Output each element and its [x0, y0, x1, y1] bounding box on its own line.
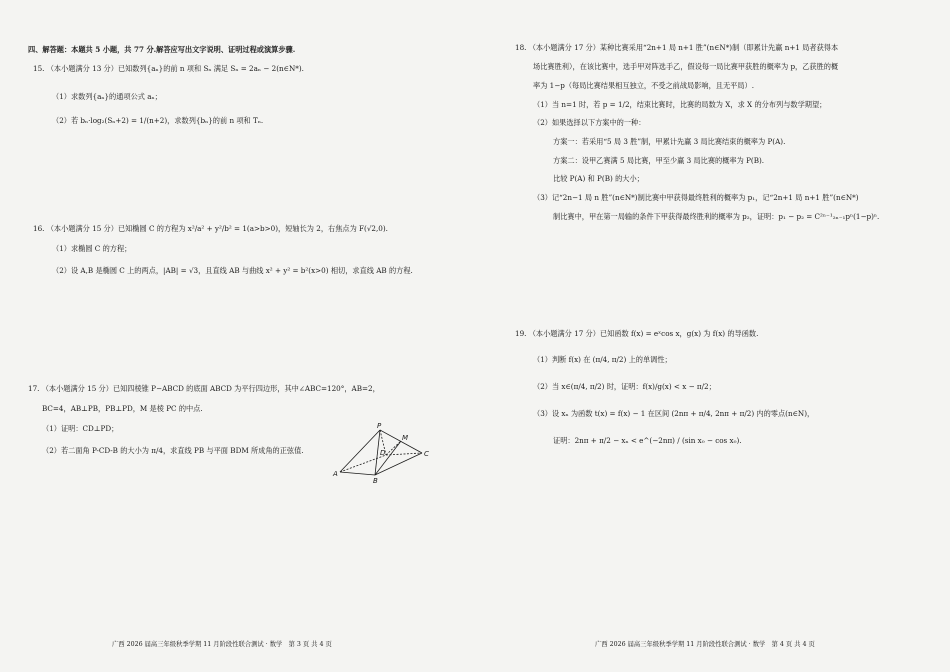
label-A: A [333, 470, 338, 478]
q18-line2: 场比赛胜利），在该比赛中，选手甲对阵选手乙，假设每一局比赛甲获胜的概率为 p，乙获胜的概 [533, 62, 839, 71]
q18-plan1: 方案一：若采用“5 局 3 胜”制，甲累计先赢 3 局比赛结束的概率为 P(A). [553, 137, 786, 146]
q18-line3: 率为 1−p（每局比赛结果相互独立，不受之前战局影响，且无平局）. [533, 81, 755, 90]
q16-part1: （1）求椭圆 C 的方程； [52, 244, 132, 253]
q17-stem-line1: 17. （本小题满分 15 分）已知四棱锥 P−ABCD 的底面 ABCD 为平行四边形，其中∠ABC=120°，AB=2， [28, 384, 380, 393]
q15-part2: （2）若 bₙ·log₂(Sₙ+2) = 1/(n+2)，求数列{bₙ}的前 n 项和 Tₙ. [52, 116, 264, 125]
q16-part2: （2）设 A,B 是椭圆 C 上的两点，|AB| = √3，且直线 AB 与曲线 x² + y² = b²(x>0) 相切，求直线 AB 的方程. [52, 266, 413, 275]
label-C: C [424, 450, 429, 458]
label-D: D [380, 449, 386, 457]
q19-part2: （2）当 x∈(π/4, π/2) 时，证明：f(x)/g(x) < x − π/2； [533, 382, 716, 391]
q17-stem-line2: BC=4，AB⊥PB，PB⊥PD，M 是棱 PC 的中点. [42, 404, 203, 413]
q18-plan2: 方案二：设甲乙赛满 5 局比赛，甲至少赢 3 局比赛的概率为 P(B). [553, 156, 765, 165]
q19-stem: 19. （本小题满分 17 分）已知函数 f(x) = eˣcos x，g(x) 为 f(x) 的导函数. [515, 329, 759, 338]
exam-page-4 [475, 0, 950, 672]
q18-line1: 18. （本小题满分 17 分）某种比赛采用“2n+1 局 n+1 胜”(n∈N*)制（即累计先赢 n+1 局者获得本 [515, 43, 839, 52]
pyramid-figure [328, 420, 438, 485]
q18-part3-line2: 制比赛中，甲在第一局输的条件下甲获得最终胜利的概率为 p₂，证明：p₁ − p₂ = C²ⁿ⁻¹₂ₙ₋₁pⁿ(1−p)ⁿ. [553, 212, 880, 221]
section-header: 四、解答题：本题共 5 小题，共 77 分.解答应写出文字说明、证明过程或演算步骤. [28, 45, 296, 54]
q15-part1: （1）求数列{aₙ}的通项公式 aₙ； [52, 92, 162, 101]
label-B: B [373, 477, 378, 485]
q18-part2-intro: （2）如果选择以下方案中的一种： [533, 118, 646, 127]
q17-part2: （2）若二面角 P-CD-B 的大小为 π/4，求直线 PB 与平面 BDM 所成角的正弦值. [42, 446, 304, 455]
q19-proof: 证明：2nπ + π/2 − xₙ < e^(−2nπ) / (sin x₀ − cos x₀). [553, 436, 742, 445]
q19-part1: （1）判断 f(x) 在 (π/4, π/2) 上的单调性； [533, 355, 672, 364]
q15-stem: 15. （本小题满分 13 分）已知数列{aₙ}的前 n 项和 Sₙ 满足 Sₙ = 2aₙ − 2(n∈N*). [33, 64, 304, 73]
label-M: M [402, 434, 409, 442]
q17-part1: （1）证明：CD⊥PD； [42, 424, 119, 433]
q16-stem: 16. （本小题满分 15 分）已知椭圆 C 的方程为 x²/a² + y²/b² = 1(a>b>0)，短轴长为 2，右焦点为 F(√2,0). [33, 224, 388, 233]
label-P: P [377, 422, 382, 430]
q18-part3-line1: （3）记“2n−1 局 n 胜”(n∈N*)制比赛中甲获得最终胜利的概率为 p₁，记“2n+1 局 n+1 胜”(n∈N*) [533, 193, 859, 202]
footer-page-3: 广西 2026 届高三年级秋季学期 11 月阶段性联合测试 · 数学 第 3 页 共 4 页 [112, 641, 332, 648]
footer-page-4: 广西 2026 届高三年级秋季学期 11 月阶段性联合测试 · 数学 第 4 页 共 4 页 [595, 641, 815, 648]
q19-part3: （3）设 xₙ 为函数 t(x) = f(x) − 1 在区间 (2nπ + π/4, 2nπ + π/2) 内的零点(n∈N)， [533, 409, 815, 418]
q18-part1: （1）当 n=1 时，若 p = 1/2，结束比赛时，比赛的局数为 X，求 X 的分布列与数学期望； [533, 100, 827, 109]
q18-compare: 比较 P(A) 和 P(B) 的大小； [553, 174, 644, 183]
